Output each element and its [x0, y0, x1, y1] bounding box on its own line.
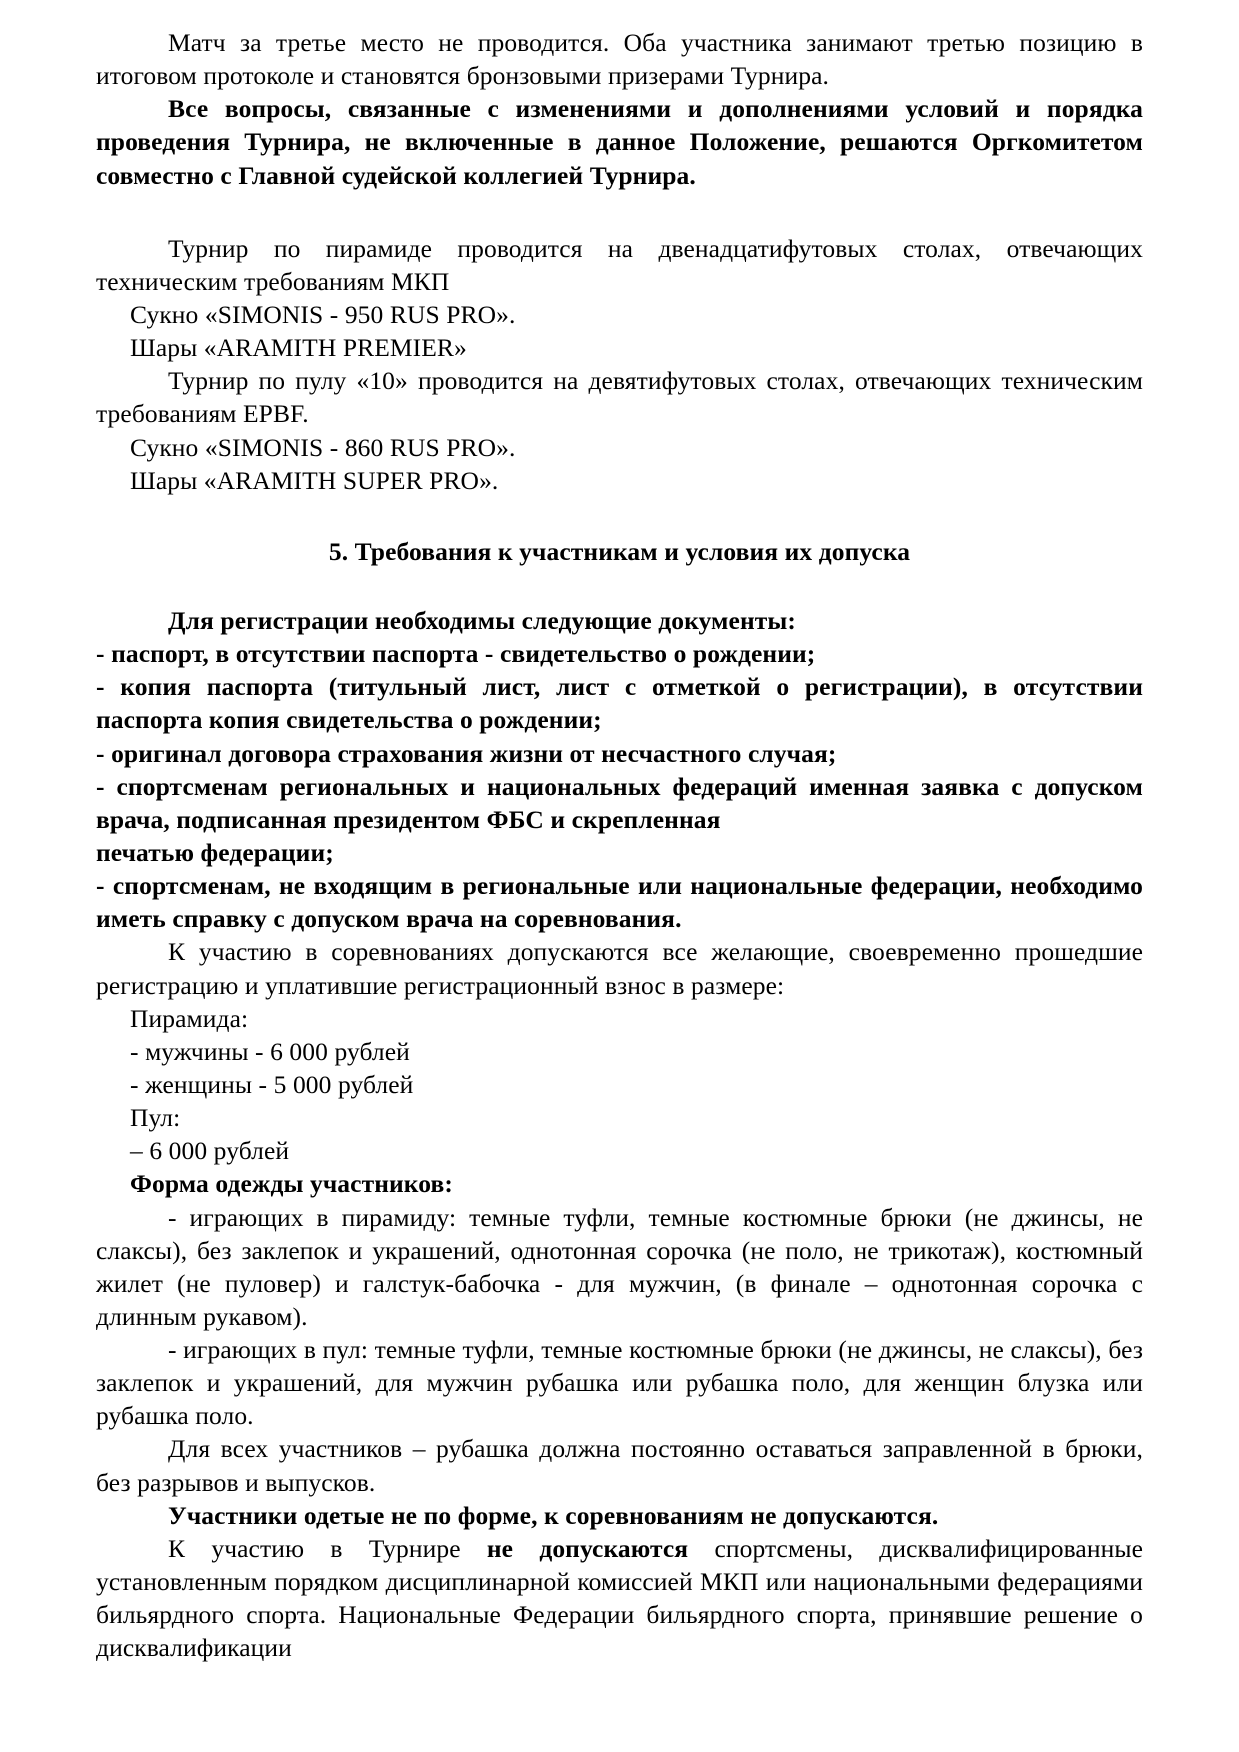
- fees-pyramid-men: - мужчины - 6 000 рублей: [130, 1036, 410, 1066]
- dress-code-warning: Участники одетые не по форме, к соревнованиям не допускаются.: [168, 1500, 939, 1530]
- section-heading-requirements: 5. Требования к участникам и условия их допуска: [328, 536, 911, 566]
- dress-code-title: Форма одежды участников:: [130, 1169, 453, 1199]
- section-heading-wrapper: [96, 535, 1143, 568]
- spacer: [96, 192, 1143, 232]
- fees-pyramid-women: - женщины - 5 000 рублей: [130, 1069, 414, 1099]
- requirement-item-federation-seal: печатью федерации;: [96, 837, 334, 867]
- disqualification-emphasis: не допускаются: [486, 1533, 689, 1563]
- dress-code-all-participants: Для всех участников – рубашка должна постоянно оставаться заправленной в брюки, без разрывов и выпусков.: [96, 1434, 1143, 1497]
- paragraph-all-questions: Все вопросы, связанные с изменениями и дополнениями условий и порядка проведения Турнира, не включенные в данное Положение, решаются Оргкомитетом совместно с Главной судейской коллегией Турнира.: [96, 94, 1143, 190]
- fees-pool-label: Пул:: [130, 1103, 181, 1133]
- paragraph-pool-tables: Турнир по пулу «10» проводится на девятифутовых столах, отвечающих техническим требованиям EPBF.: [96, 366, 1143, 429]
- disqualification-paragraph: [96, 1532, 1143, 1665]
- requirement-item-federation-application: - спортсменам региональных и национальных федераций именная заявка с допуском врача, подписанная президентом ФБС и скрепленная: [96, 771, 1143, 834]
- fees-intro: К участию в соревнованиях допускаются все желающие, своевременно прошедшие регистрацию и уплатившие регистрационный взнос в размере:: [96, 937, 1143, 1000]
- requirements-intro: Для регистрации необходимы следующие документы:: [168, 605, 796, 635]
- fees-pyramid-label: Пирамида:: [130, 1003, 249, 1033]
- requirement-item-insurance: - оригинал договора страхования жизни от несчастного случая;: [96, 738, 837, 768]
- dress-code-pyramid: - играющих в пирамиду: темные туфли, темные костюмные брюки (не джинсы, не слаксы), без заклепок и украшений, однотонная сорочка (не поло, не трикотаж), костюмный жилет (не пуловер) и галстук-бабочка - для мужчин, (в финале – однотонная сорочка с длинным рукавом).: [96, 1202, 1143, 1331]
- paragraph-pyramid-tables: Турнир по пирамиде проводится на двенадцатифутовых столах, отвечающих техническим требованиям МКП: [96, 233, 1143, 296]
- paragraph-balls-super-pro: Шары «ARAMITH SUPER PRO».: [130, 465, 499, 495]
- fees-pool-amount: – 6 000 рублей: [130, 1136, 290, 1166]
- requirement-item-passport: - паспорт, в отсутствии паспорта - свидетельство о рождении;: [96, 639, 816, 669]
- requirement-item-passport-copy: - копия паспорта (титульный лист, лист с отметкой о регистрации), в отсутствии паспорта копия свидетельства о рождении;: [96, 672, 1143, 735]
- disqualification-text-part2: спортсмены, дисквалифицированные установленным порядком дисциплинарной комиссией МКП или национальными федерациями бильярдного спорта. Национальные Федерации бильярдного спорта, принявшие решение о дисквалификации: [96, 1533, 1143, 1663]
- paragraph-cloth-860: Сукно «SIMONIS - 860 RUS PRO».: [130, 432, 516, 462]
- paragraph-balls-premier: Шары «ARAMITH PREMIER»: [130, 333, 467, 363]
- dress-code-pool: - играющих в пул: темные туфли, темные костюмные брюки (не джинсы, не слаксы), без заклепок и украшений, для мужчин рубашка или рубашка поло, для женщин блузка или рубашка поло.: [96, 1335, 1143, 1431]
- paragraph-cloth-950: Сукно «SIMONIS - 950 RUS PRO».: [130, 299, 516, 329]
- paragraph-third-place: Матч за третье место не проводится. Оба участника занимают третью позицию в итоговом протоколе и становятся бронзовыми призерами Турнира.: [96, 28, 1143, 91]
- disqualification-text-part1: К участию в Турнире: [168, 1533, 487, 1563]
- requirement-item-independent-athletes: - спортсменам, не входящим в региональные или национальные федерации, необходимо иметь справку с допуском врача на соревнования.: [96, 871, 1143, 934]
